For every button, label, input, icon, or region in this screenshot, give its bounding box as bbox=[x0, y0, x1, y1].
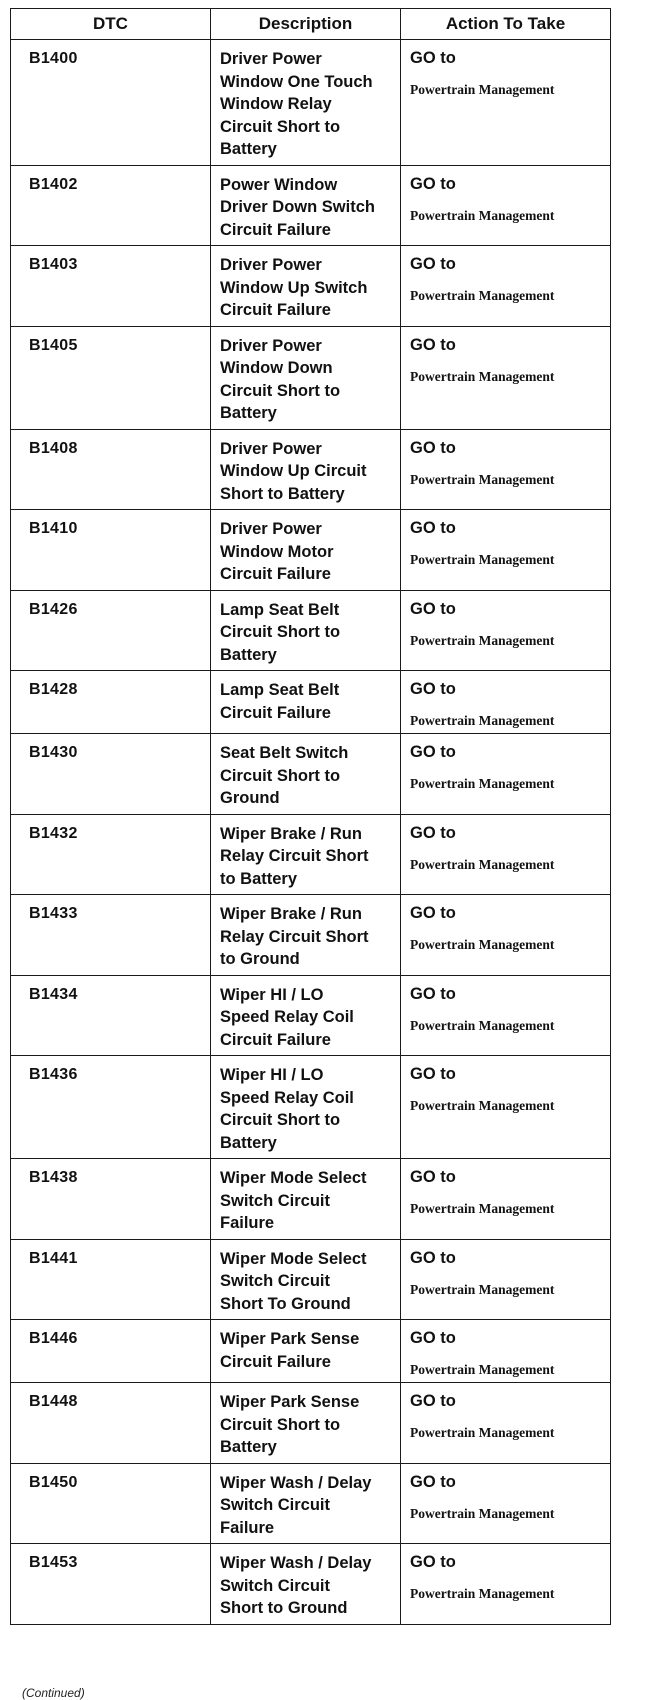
action-destination-link[interactable]: Powertrain Management bbox=[410, 82, 555, 97]
dtc-action bbox=[401, 429, 611, 510]
dtc-description: Wiper Mode Select Switch Circuit Failure bbox=[211, 1159, 401, 1240]
dtc-description: Seat Belt Switch Circuit Short to Ground bbox=[211, 734, 401, 815]
dtc-code: B1410 bbox=[11, 510, 211, 591]
action-go-label: GO to bbox=[410, 174, 456, 193]
table-row bbox=[11, 1383, 611, 1464]
dtc-description: Power Window Driver Down Switch Circuit Failure bbox=[211, 165, 401, 246]
action-go-label: GO to bbox=[410, 1248, 456, 1267]
dtc-action bbox=[401, 1239, 611, 1320]
dtc-description: Driver Power Window Motor Circuit Failure bbox=[211, 510, 401, 591]
dtc-code: B1402 bbox=[11, 165, 211, 246]
action-destination-link[interactable]: Powertrain Management bbox=[410, 1362, 555, 1377]
action-destination-link[interactable]: Powertrain Management bbox=[410, 471, 555, 487]
table-row bbox=[11, 1239, 611, 1320]
dtc-description: Driver Power Window One Touch Window Relay Circuit Short to Battery bbox=[211, 40, 401, 166]
dtc-action bbox=[401, 895, 611, 976]
action-go-label: GO to bbox=[410, 1472, 456, 1491]
dtc-action bbox=[401, 246, 611, 327]
action-go-label: GO to bbox=[410, 1553, 456, 1571]
dtc-code: B1453 bbox=[11, 1544, 211, 1625]
dtc-action bbox=[401, 814, 611, 895]
dtc-description: Wiper Park Sense Circuit Short to Battery bbox=[211, 1383, 401, 1464]
dtc-action bbox=[401, 975, 611, 1056]
table-row bbox=[11, 1056, 611, 1159]
dtc-code: B1438 bbox=[11, 1159, 211, 1240]
dtc-table bbox=[10, 8, 611, 1625]
action-destination-link[interactable]: Powertrain Management bbox=[410, 937, 555, 952]
table-row bbox=[11, 975, 611, 1056]
dtc-code: B1430 bbox=[11, 734, 211, 815]
table-row bbox=[11, 1159, 611, 1240]
dtc-action bbox=[401, 40, 611, 166]
action-go-label: GO to bbox=[410, 49, 456, 67]
header-dtc: DTC bbox=[11, 9, 211, 40]
dtc-description: Lamp Seat Belt Circuit Failure bbox=[211, 671, 401, 734]
action-destination-link[interactable]: Powertrain Management bbox=[410, 856, 555, 872]
action-destination-link[interactable]: Powertrain Management bbox=[410, 1505, 555, 1521]
table-row bbox=[11, 429, 611, 510]
header-description: Description bbox=[211, 9, 401, 40]
action-go-label: GO to bbox=[410, 984, 456, 1003]
table-row bbox=[11, 671, 611, 734]
action-go-label: GO to bbox=[410, 599, 456, 618]
table-body bbox=[11, 40, 611, 1625]
dtc-code: B1432 bbox=[11, 814, 211, 895]
action-go-label: GO to bbox=[410, 1329, 456, 1347]
dtc-description: Wiper Brake / Run Relay Circuit Short to Ground bbox=[211, 895, 401, 976]
action-destination-link[interactable]: Powertrain Management bbox=[410, 776, 555, 791]
table-row bbox=[11, 510, 611, 591]
dtc-action bbox=[401, 1056, 611, 1159]
table-row bbox=[11, 326, 611, 429]
action-destination-link[interactable]: Powertrain Management bbox=[410, 1281, 555, 1297]
action-destination-link[interactable]: Powertrain Management bbox=[410, 552, 555, 567]
action-go-label: GO to bbox=[410, 519, 456, 537]
dtc-action bbox=[401, 590, 611, 671]
action-destination-link[interactable]: Powertrain Management bbox=[410, 713, 555, 728]
table-row bbox=[11, 734, 611, 815]
dtc-code: B1441 bbox=[11, 1239, 211, 1320]
dtc-description: Wiper Mode Select Switch Circuit Short To Ground bbox=[211, 1239, 401, 1320]
dtc-code: B1433 bbox=[11, 895, 211, 976]
dtc-action bbox=[401, 510, 611, 591]
action-go-label: GO to bbox=[410, 680, 456, 698]
dtc-description: Lamp Seat Belt Circuit Short to Battery bbox=[211, 590, 401, 671]
dtc-code: B1405 bbox=[11, 326, 211, 429]
dtc-description: Wiper Park Sense Circuit Failure bbox=[211, 1320, 401, 1383]
table-row bbox=[11, 895, 611, 976]
dtc-description: Driver Power Window Up Switch Circuit Failure bbox=[211, 246, 401, 327]
dtc-action bbox=[401, 165, 611, 246]
dtc-code: B1448 bbox=[11, 1383, 211, 1464]
table-header-row bbox=[11, 9, 611, 40]
dtc-code: B1446 bbox=[11, 1320, 211, 1383]
dtc-action bbox=[401, 1383, 611, 1464]
dtc-code: B1408 bbox=[11, 429, 211, 510]
action-go-label: GO to bbox=[410, 1065, 456, 1083]
action-destination-link[interactable]: Powertrain Management bbox=[410, 1586, 555, 1601]
dtc-description: Wiper Wash / Delay Switch Circuit Short to Ground bbox=[211, 1544, 401, 1625]
dtc-action bbox=[401, 326, 611, 429]
footnote: (Continued) bbox=[22, 1686, 85, 1700]
action-go-label: GO to bbox=[410, 1168, 456, 1186]
action-go-label: GO to bbox=[410, 438, 456, 457]
action-destination-link[interactable]: Powertrain Management bbox=[410, 632, 555, 648]
table-row bbox=[11, 246, 611, 327]
dtc-description: Driver Power Window Down Circuit Short to Battery bbox=[211, 326, 401, 429]
dtc-code: B1400 bbox=[11, 40, 211, 166]
action-go-label: GO to bbox=[410, 743, 456, 761]
dtc-code: B1436 bbox=[11, 1056, 211, 1159]
table-row bbox=[11, 814, 611, 895]
dtc-code: B1426 bbox=[11, 590, 211, 671]
action-destination-link[interactable]: Powertrain Management bbox=[410, 1425, 555, 1440]
table-row bbox=[11, 1544, 611, 1625]
dtc-description: Wiper HI / LO Speed Relay Coil Circuit Failure bbox=[211, 975, 401, 1056]
dtc-description: Wiper Brake / Run Relay Circuit Short to Battery bbox=[211, 814, 401, 895]
action-destination-link[interactable]: Powertrain Management bbox=[410, 207, 555, 223]
table-row bbox=[11, 1463, 611, 1544]
header-action: Action To Take bbox=[401, 9, 611, 40]
dtc-action bbox=[401, 671, 611, 734]
action-destination-link[interactable]: Powertrain Management bbox=[410, 288, 555, 303]
action-go-label: GO to bbox=[410, 335, 456, 354]
action-go-label: GO to bbox=[410, 823, 456, 842]
dtc-action bbox=[401, 1544, 611, 1625]
action-destination-link[interactable]: Powertrain Management bbox=[410, 368, 555, 384]
table-row bbox=[11, 165, 611, 246]
dtc-action bbox=[401, 1320, 611, 1383]
dtc-code: B1428 bbox=[11, 671, 211, 734]
action-destination-link[interactable]: Powertrain Management bbox=[410, 1017, 555, 1033]
table-row bbox=[11, 590, 611, 671]
dtc-code: B1450 bbox=[11, 1463, 211, 1544]
dtc-action bbox=[401, 734, 611, 815]
dtc-action bbox=[401, 1463, 611, 1544]
table-row bbox=[11, 1320, 611, 1383]
action-destination-link[interactable]: Powertrain Management bbox=[410, 1098, 555, 1113]
dtc-description: Driver Power Window Up Circuit Short to Battery bbox=[211, 429, 401, 510]
action-destination-link[interactable]: Powertrain Management bbox=[410, 1201, 555, 1216]
action-go-label: GO to bbox=[410, 255, 456, 273]
table-row bbox=[11, 40, 611, 166]
dtc-code: B1403 bbox=[11, 246, 211, 327]
dtc-action bbox=[401, 1159, 611, 1240]
action-go-label: GO to bbox=[410, 904, 456, 922]
action-go-label: GO to bbox=[410, 1392, 456, 1410]
dtc-code: B1434 bbox=[11, 975, 211, 1056]
dtc-description: Wiper Wash / Delay Switch Circuit Failure bbox=[211, 1463, 401, 1544]
dtc-description: Wiper HI / LO Speed Relay Coil Circuit Short to Battery bbox=[211, 1056, 401, 1159]
